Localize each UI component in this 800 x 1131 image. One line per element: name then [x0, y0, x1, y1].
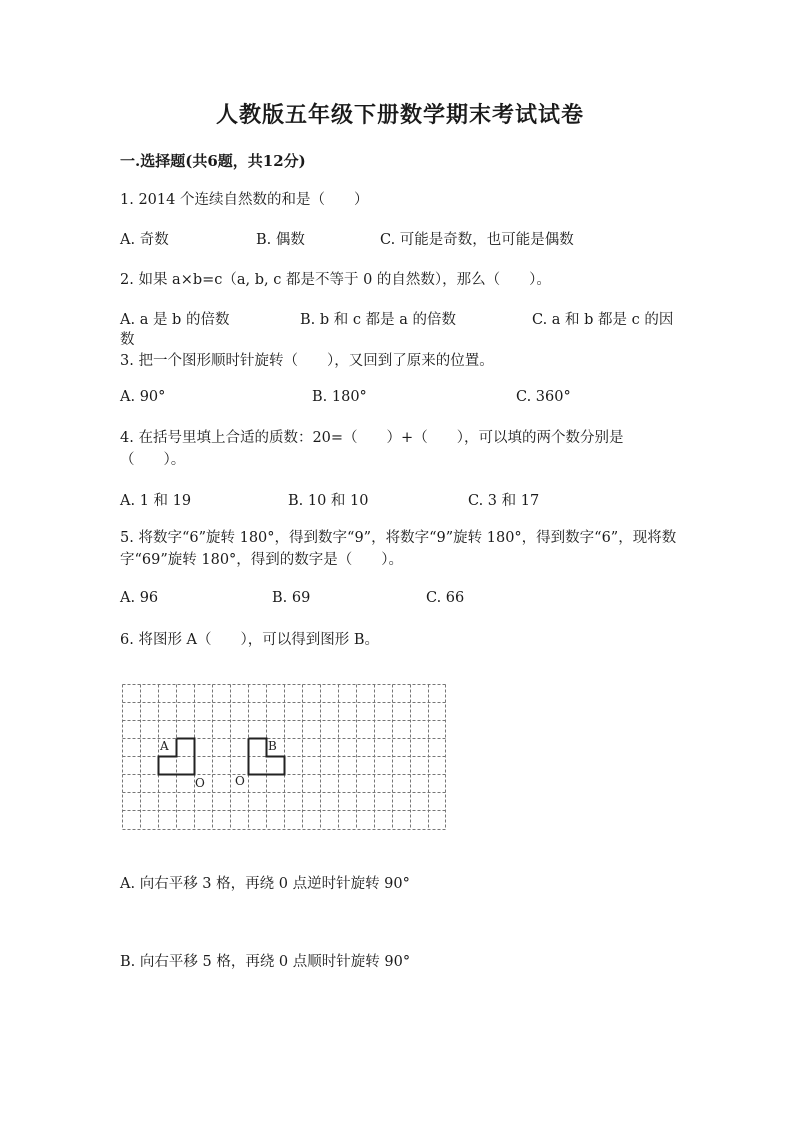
q4-option-a: A. 1 和 19 [120, 493, 192, 509]
q5-option-b: B. 69 [272, 590, 311, 606]
question-6: 6. 将图形 A（ ），可以得到图形 B。 [120, 632, 380, 648]
q4-option-c: C. 3 和 17 [468, 493, 540, 509]
q2-option-c: C. a 和 b 都是 c 的因 [532, 312, 674, 328]
q4-option-b: B. 10 和 10 [288, 493, 369, 509]
q3-option-b: B. 180° [312, 389, 367, 405]
q2-option-b: B. b 和 c 都是 a 的倍数 [300, 312, 456, 328]
shape-b-label: B [268, 739, 277, 753]
q5-option-c: C. 66 [426, 590, 465, 606]
q3-option-a: A. 90° [120, 389, 166, 405]
grid-figure [122, 684, 446, 830]
point-o-label-right: O [235, 774, 245, 788]
question-5: 5. 将数字“6”旋转 180°，得到数字“9”，将数字“9”旋转 180°，得到数字“6”，现将数字“69”旋转 180°，得到的数字是（ ）。 [120, 530, 677, 568]
q6-option-a: A. 向右平移 3 格，再绕 0 点逆时针旋转 90° [120, 876, 410, 892]
q3-option-c: C. 360° [516, 389, 571, 405]
q6-option-b: B. 向右平移 5 格，再绕 0 点顺时针旋转 90° [120, 954, 411, 970]
section-heading: 一.选择题(共6题，共12分) [120, 152, 306, 170]
q1-option-c: C. 可能是奇数，也可能是偶数 [380, 232, 574, 248]
q1-option-b: B. 偶数 [256, 232, 305, 248]
point-o-label-left: O [195, 776, 205, 790]
q1-option-a: A. 奇数 [120, 232, 169, 248]
q2-option-c-continued: 数 [120, 332, 135, 348]
q5-option-a: A. 96 [120, 590, 159, 606]
question-1: 1. 2014 个连续自然数的和是（ ） [120, 192, 369, 208]
q2-option-a: A. a 是 b 的倍数 [120, 312, 230, 328]
exam-title: 人教版五年级下册数学期末考试试卷 [215, 102, 584, 128]
question-4: 4. 在括号里填上合适的质数：20=（ ）+（ ），可以填的两个数分别是（ ）。 [120, 430, 624, 468]
question-3: 3. 把一个图形顺时针旋转（ ），又回到了原来的位置。 [120, 353, 494, 369]
shape-a-label: A [160, 739, 169, 753]
question-2: 2. 如果 a×b=c（a, b, c 都是不等于 0 的自然数），那么（ ）。 [120, 272, 551, 288]
